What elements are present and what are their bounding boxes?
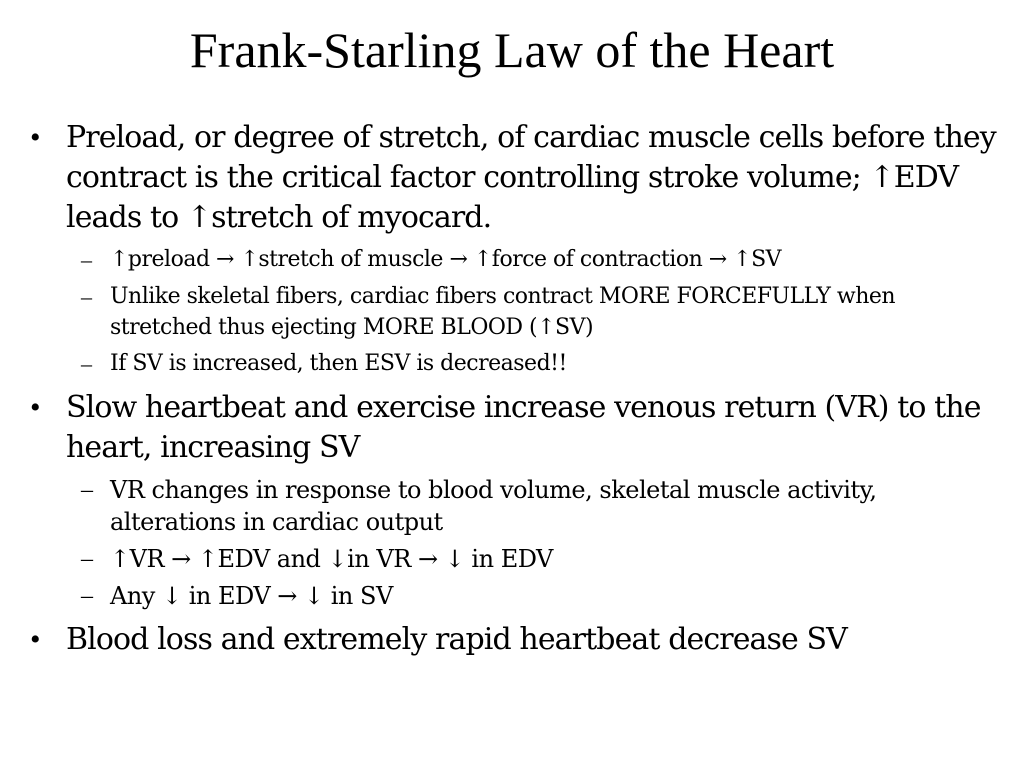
sub-bullet-edv-sv [30, 580, 1000, 612]
sub-bullet-vr-edv [30, 543, 1000, 575]
sub-bullet-text: If SV is increased, then ESV is decreased!! [110, 351, 567, 376]
sub-bullet-esv [30, 348, 1000, 380]
sub-bullet-text: Unlike skeletal fibers, cardiac fibers contract MORE FORCEFULLY when stretched thus ejecting MORE BLOOD (↑SV) [110, 284, 896, 340]
bullet-marker: • [30, 121, 40, 154]
bullet-text: Preload, or degree of stretch, of cardiac muscle cells before they contract is the critical factor controlling stroke volume; ↑EDV leads to ↑stretch of myocard. [66, 120, 996, 235]
dash-marker: – [81, 583, 93, 609]
bullet-text: Blood loss and extremely rapid heartbeat decrease SV [66, 622, 847, 657]
sub-bullet-text: Any ↓ in EDV → ↓ in SV [110, 582, 393, 610]
dash-marker: – [81, 351, 92, 376]
slide-content [30, 118, 1000, 666]
bullet-preload [30, 118, 1000, 238]
sub-bullet-text: VR changes in response to blood volume, skeletal muscle activity, alterations in cardiac output [110, 476, 877, 536]
sub-list-venous-return [30, 474, 1000, 612]
bullet-blood-loss [30, 620, 1000, 660]
bullet-venous-return [30, 388, 1000, 468]
slide-title: Frank-Starling Law of the Heart [189, 22, 835, 78]
sub-bullet-text: ↑VR → ↑EDV and ↓in VR → ↓ in EDV [110, 545, 553, 573]
dash-marker: – [81, 546, 93, 572]
bullet-marker: • [30, 623, 40, 656]
dash-marker: – [81, 247, 92, 272]
dash-marker: – [81, 284, 92, 309]
bullet-marker: • [30, 391, 40, 424]
sub-bullet-vr-changes [30, 474, 1000, 538]
sub-list-preload [30, 244, 1000, 380]
sub-bullet-preload-chain [30, 244, 1000, 276]
sub-bullet-cardiac-fibers [30, 281, 1000, 343]
dash-marker: – [81, 477, 93, 503]
sub-bullet-text: ↑preload → ↑stretch of muscle → ↑force of contraction → ↑SV [110, 247, 782, 272]
bullet-text: Slow heartbeat and exercise increase venous return (VR) to the heart, increasing SV [66, 390, 981, 465]
